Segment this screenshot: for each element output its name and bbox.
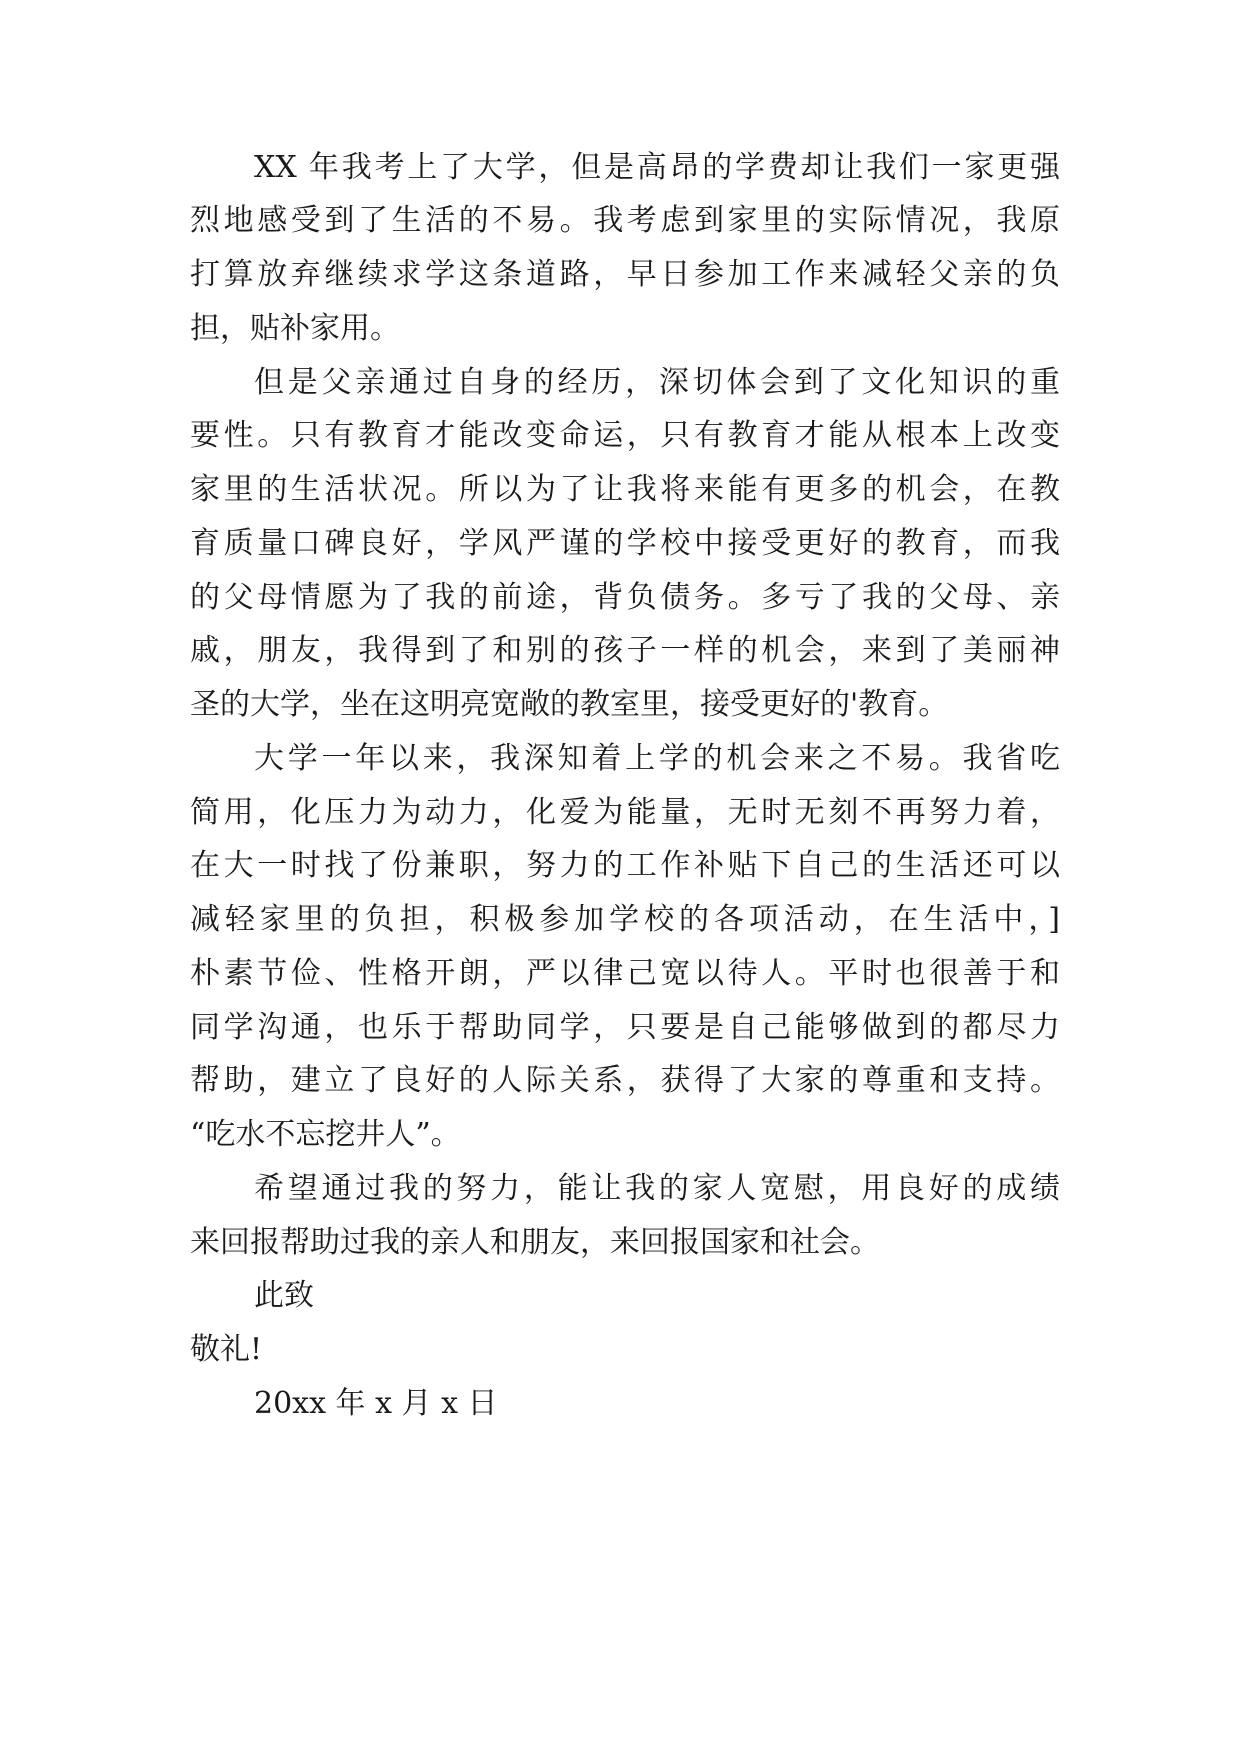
text-line: 烈地感受到了生活的不易。我考虑到家里的实际情况，我原 [190,203,1060,238]
text-line: 担，贴补家用。 [190,311,400,346]
text-line: 来回报帮助过我的亲人和朋友，来回报国家和社会。 [190,1225,880,1260]
text-line: XX 年我考上了大学，但是高昂的学费却让我们一家更强 [254,150,1060,185]
text-line: 的父母情愿为了我的前途，背负债务。多亏了我的父母、亲 [190,580,1060,615]
text-line: 圣的大学，坐在这明亮宽敞的教室里，接受更好的'教育。 [190,687,949,722]
text-line: 减轻家里的负担，积极参加学校的各项活动，在生活中，] [190,902,1060,937]
letter-date: 20xx 年 x 月 x 日 [254,1386,498,1421]
text-line: 打算放弃继续求学这条道路，早日参加工作来减轻父亲的负 [190,257,1060,292]
text-line: 同学沟通，也乐于帮助同学，只要是自己能够做到的都尽力 [190,1010,1060,1045]
text-line: 帮助，建立了良好的人际关系，获得了大家的尊重和支持。 [190,1063,1060,1098]
closing-salutation: 此致 [254,1278,314,1313]
text-line: 简用，化压力为动力，化爱为能量，无时无刻不再努力着， [190,795,1060,830]
closing-regards: 敬礼! [190,1332,263,1367]
text-line: 希望通过我的努力，能让我的家人宽慰，用良好的成绩 [254,1171,1060,1206]
text-line: 但是父亲通过自身的经历，深切体会到了文化知识的重 [254,365,1060,400]
text-line: 育质量口碑良好，学风严谨的学校中接受更好的教育，而我 [190,526,1060,561]
text-line: 在大一时找了份兼职，努力的工作补贴下自己的生活还可以 [190,848,1060,883]
text-line: 家里的生活状况。所以为了让我将来能有更多的机会，在教 [190,472,1060,507]
text-line: 要性。只有教育才能改变命运，只有教育才能从根本上改变 [190,418,1060,453]
text-line: 戚，朋友，我得到了和别的孩子一样的机会，来到了美丽神 [190,633,1060,668]
text-line: “吃水不忘挖井人”。 [190,1117,461,1152]
text-line: 朴素节俭、性格开朗，严以律己宽以待人。平时也很善于和 [190,956,1060,991]
text-line: 大学一年以来，我深知着上学的机会来之不易。我省吃 [254,741,1060,776]
